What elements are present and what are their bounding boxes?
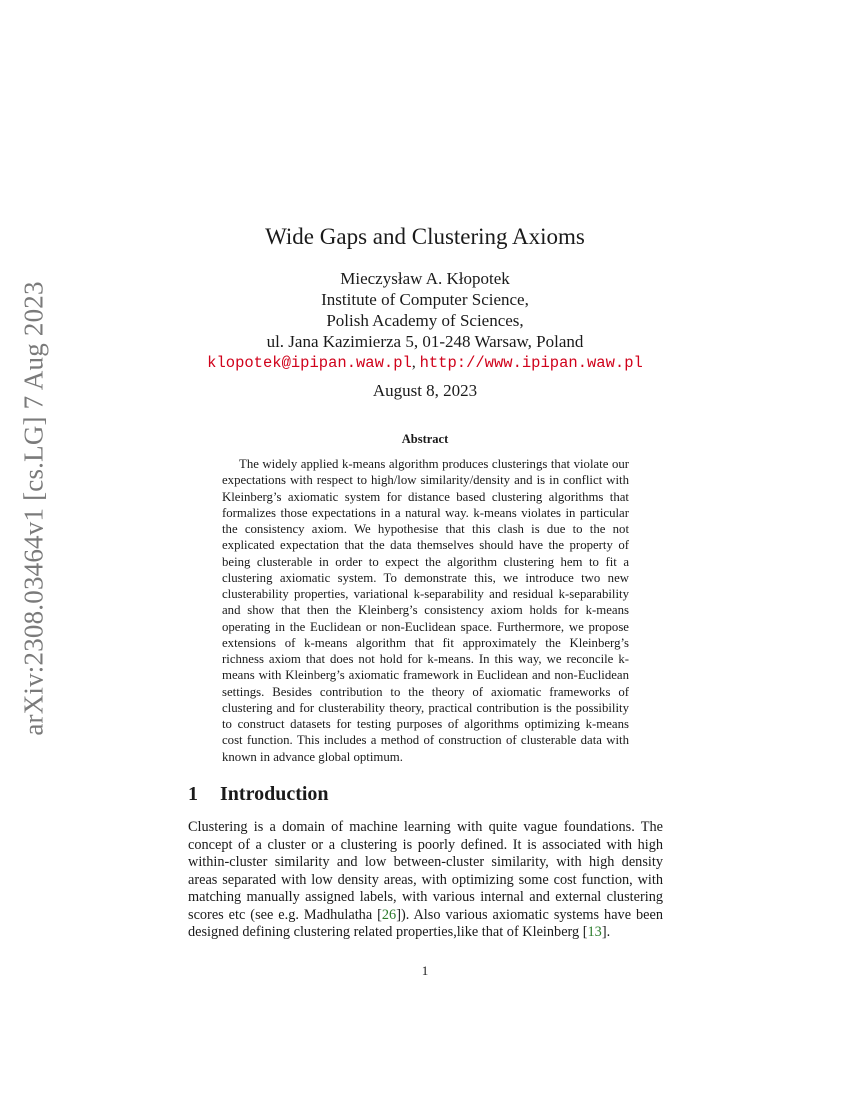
intro-text-3: ]. [601,924,611,940]
author-url-link[interactable]: http://www.ipipan.waw.pl [419,354,643,372]
link-separator: , [411,354,420,371]
introduction-paragraph [188,819,663,942]
author-links [0,352,850,374]
abstract-text: The widely applied k-means algorithm produces clusterings that violate our expectations with respect to high/low similarity/density and is in conflict with Kleinberg’s axiomatic system for distance based clustering algorithms that formalizes those expectations in a natural way. k-means violates in particular the consistency axiom. We hypothesise that this clash is due to the not explicated expectation that the data themselves should have the property of being clusterable in order to expect the algorithm clustering hem to fit a clustering axiomatic system. To demonstrate this, we introduce two new clusterability properties, variational k-separability and residual k-separability and show that then the Kleinberg’s consistency axiom holds for k-means operating in the Euclidean or non-Euclidean space. Furthermore, we propose extensions of k-means algorithm that fit approximately the Kleinberg’s richness axiom that does not hold for k-means. In this way, we reconcile k-means with Kleinberg’s axiomatic framework in Euclidean and non-Euclidean settings. Besides contribution to the theory of axiomatic frameworks of clustering and for clusterability theory, practical contribution is the possibility to construct datasets for testing purposes of algorithms optimizing k-means cost function. This includes a method of construction of clusterable data with known in advance global optimum. [222,457,629,764]
section-number: 1 [188,783,198,805]
author-email-link[interactable]: klopotek@ipipan.waw.pl [207,354,412,372]
citation-link-13[interactable]: 13 [587,924,602,940]
page-number: 1 [421,963,429,978]
section-heading [188,783,329,806]
author-block [0,268,850,374]
abstract-heading: Abstract [401,432,449,446]
intro-text-1: Clustering is a domain of machine learning with quite vague foundations. The concept of a cluster or a clustering is poorly defined. It is associated with high within-cluster similarity and low between-cluster similarity, with high density areas separated with low density areas, with optimizing some cost function, with matching manually assigned labels, with various internal and external clustering scores etc (see e.g. Madhulatha [ [188,819,663,923]
arxiv-identifier: arXiv:2308.03464v1 [cs.LG] 7 Aug 2023 [18,280,49,736]
intro-text-2: ]). Also various axiomatic systems have been designed defining clustering related properties,like that of Kleinberg [ [188,906,663,940]
author-address: ul. Jana Kazimierza 5, 01-248 Warsaw, Poland [266,332,584,351]
section-title: Introduction [220,783,329,805]
paper-date: August 8, 2023 [372,381,478,400]
author-affiliation-1: Institute of Computer Science, [321,290,529,309]
citation-link-26[interactable]: 26 [381,906,397,923]
author-name: Mieczysław A. Kłopotek [340,269,510,288]
author-affiliation-2: Polish Academy of Sciences, [326,311,524,330]
paper-title: Wide Gaps and Clustering Axioms [265,224,585,249]
